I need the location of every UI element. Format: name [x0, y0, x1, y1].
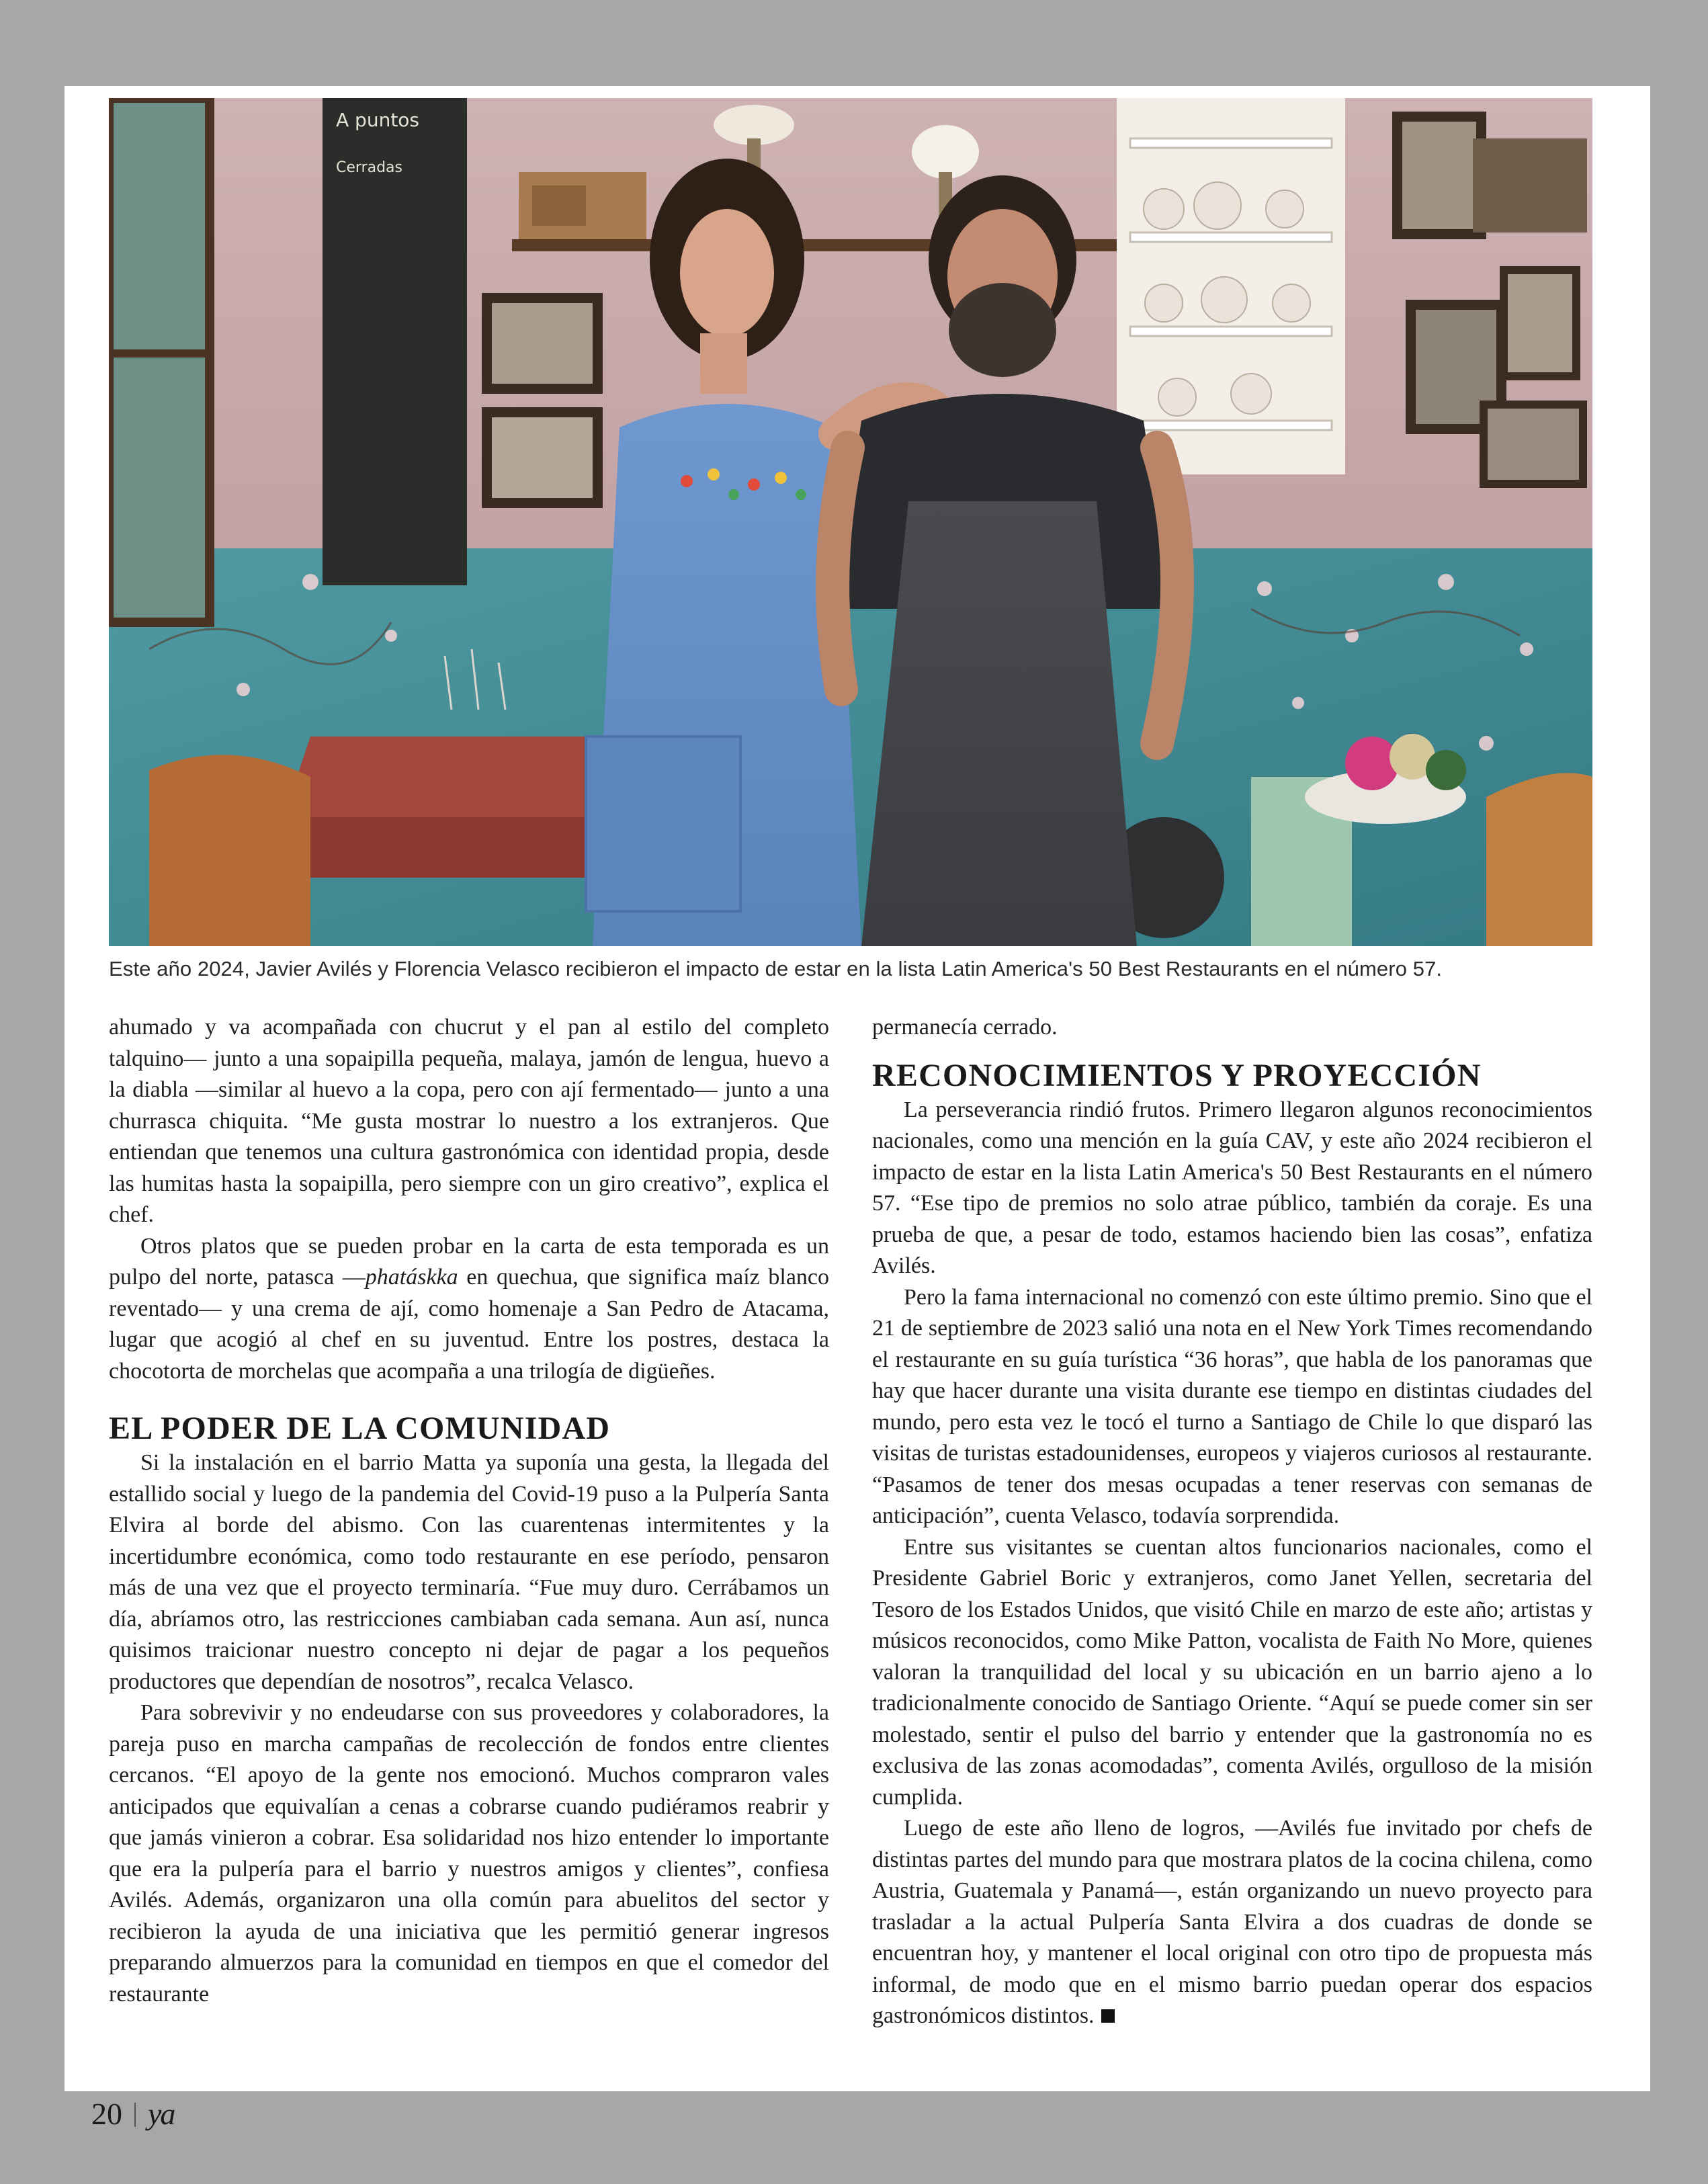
chalkboard-line-2: Cerradas — [336, 159, 402, 176]
photo-caption: Este año 2024, Javier Avilés y Florencia Velasco recibieron el impacto de estar en la lista Latin America's 50 Best Restaurants en el número 57. — [109, 957, 1443, 980]
magazine-logo: ya — [148, 2097, 175, 2131]
article-column-right — [872, 1012, 1592, 2032]
article-column-left — [109, 1012, 829, 2010]
paragraph: permanecía cerrado. — [872, 1015, 1058, 1040]
paragraph: Entre sus visitantes se cuentan altos funcionarios nacionales, como el Presidente Gabriel Boric y extranjeros, como Janet Yellen, secretaria del Tesoro de los Estados Unidos, que visitó Chile en marzo de este año; artistas y músicos reconocidos, como Mike Patton, vocalista de Faith No More, quienes valoran la tranquilidad del local y su ubicación en un barrio ajeno a lo tradicionalmente conocido de Santiago Oriente. “Aquí se puede comer sin ser molestado, sentir el pulso del barrio y entender que la gastronomía no es exclusiva de las zonas acomodadas”, comenta Avilés, orgulloso de la misión cumplida. — [872, 1534, 1592, 1810]
end-of-article-icon — [1101, 2009, 1115, 2023]
section-heading: RECONOCIMIENTOS Y PROYECCIÓN — [872, 1057, 1482, 1093]
restaurant-photo — [109, 98, 1592, 946]
photo-icon — [109, 98, 1592, 946]
paragraph: Si la instalación en el barrio Matta ya suponía una gesta, la llegada del estallido social y luego de la pandemia del Covid-19 puso a la Pulpería Santa Elvira al borde del abismo. Con las cuarentenas intermitentes y la incertidumbre económica, como todo restaurante en ese período, pensaron más de una vez que el proyecto terminaría. “Fue muy duro. Cerrábamos un día, abríamos otro, las restricciones cambiaban cada semana. Aun así, nunca quisimos traicionar nuestro concepto ni dejar de pagar a los pequeños productores que dependían de nosotros”, recalca Velasco. — [109, 1450, 829, 1694]
paragraph: Para sobrevivir y no endeudarse con sus proveedores y colaboradores, la pareja puso en marcha campañas de recolección de fondos entre clientes cercanos. “El apoyo de la gente nos emocionó. Muchos compraron vales anticipados que equivalían a cenas a cobrarse cuando pudiéramos reabrir y que jamás vinieron a cobrar. Esa solidaridad nos hizo entender lo importante que era la pulpería para el barrio y nuestros amigos y clientes”, confiesa Avilés. Además, organizaron una olla común para abuelitos del sector y recibieron la ayuda de una iniciativa que les permitió generar ingresos preparando almuerzos para la comunidad en tiempos en que el comedor del restaurante — [109, 1700, 829, 2007]
paragraph: Luego de este año lleno de logros, —Avilés fue invitado por chefs de distintas partes del mundo para que mostrara platos de la cocina chilena, como Austria, Guatemala y Panamá—, están organizando un nuevo proyecto para trasladar a la actual Pulpería Santa Elvira a dos cuadras de donde se encuentran hoy, y mantener el local original con otro tipo de propuesta más informal, de modo que en el mismo barrio puedan operar dos espacios gastronómicos distintos. — [872, 1816, 1592, 2028]
paragraph: ahumado y va acompañada con chucrut y el pan al estilo del completo talquino— junto a una sopaipilla pequeña, malaya, jamón de lengua, huevo a la diabla —similar al huevo a la copa, pero con ají fermentado— junto a una churrasca chiquita. “Me gusta mostrar lo nuestro a los extranjeros. Que entiendan que tenemos una cultura gastronómica con identidad propia, desde las humitas hasta la sopaipilla, pero siempre con un giro creativo”, explica el chef. — [109, 1015, 829, 1227]
section-heading: EL PODER DE LA COMUNIDAD — [109, 1411, 611, 1446]
italic-term: phatáskka — [365, 1265, 458, 1290]
paragraph: La perseverancia rindió frutos. Primero llegaron algunos reconocimientos nacionales, como una mención en la guía CAV, y este año 2024 recibieron el impacto de estar en la lista Latin America's 50 Best Restaurants en el número 57. “Ese tipo de premios no solo atrae público, también da coraje. Es una prueba de que, a pesar de todo, estamos haciendo bien las cosas”, enfatiza Avilés. — [872, 1097, 1592, 1278]
chalkboard-line-1: A puntos — [336, 109, 420, 131]
magazine-page — [65, 86, 1650, 2091]
page-footer — [91, 2097, 174, 2132]
divider — [134, 2103, 136, 2127]
paragraph: Otros platos que se pueden probar en la carta de esta temporada es un pulpo del norte, patasca —phatáskka en quechua, que significa maíz blanco reventado— y una crema de ají, como homenaje a San Pedro de Atacama, lugar que acogió al chef en su juventud. Entre los postres, destaca la chocotorta de morchelas que acompaña a una trilogía de digüeñes. — [109, 1233, 829, 1384]
paragraph: Pero la fama internacional no comenzó con este último premio. Sino que el 21 de septiembre de 2023 salió una nota en el New York Times recomendando el restaurante en su guía turística “36 horas”, que habla de los panoramas que hay que hacer durante una visita durante ese tiempo en distintas ciudades del mundo, pero esta vez le tocó el turno a Santiago de Chile lo que disparó las visitas de turistas estadounidenses, europeos y viajeros curiosos al restaurante. “Pasamos de tener dos mesas ocupadas a tener reservas con semanas de anticipación”, cuenta Velasco, todavía sorprendida. — [872, 1284, 1592, 1528]
page-number: 20 — [91, 2097, 122, 2131]
